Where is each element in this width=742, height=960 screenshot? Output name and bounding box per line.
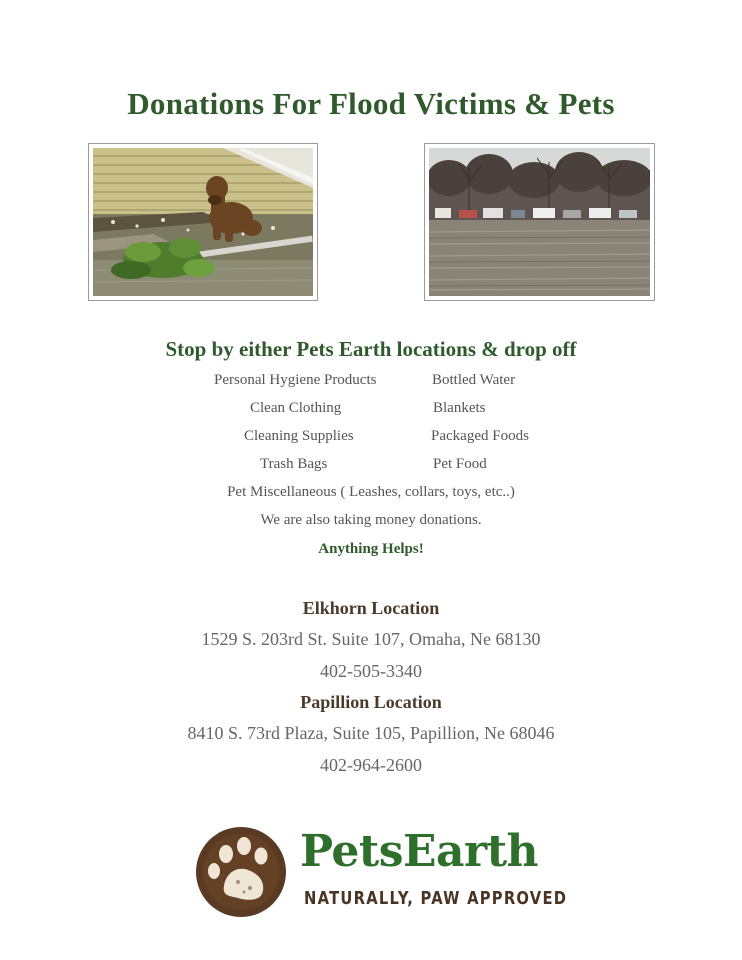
money-donations: We are also taking money donations. bbox=[260, 512, 482, 528]
flood-town-photo bbox=[424, 143, 655, 301]
item-pet-food: Pet Food bbox=[433, 456, 487, 472]
elkhorn-address: 1529 S. 203rd St. Suite 107, Omaha, Ne 68130 bbox=[201, 629, 541, 649]
paw-icon bbox=[194, 826, 288, 918]
item-clothing: Clean Clothing bbox=[250, 400, 342, 416]
item-hygiene: Personal Hygiene Products bbox=[214, 372, 377, 388]
page-title: Donations For Flood Victims & Pets bbox=[127, 86, 615, 121]
elkhorn-phone: 402-505-3340 bbox=[320, 661, 422, 681]
item-blankets: Blankets bbox=[433, 400, 486, 416]
elkhorn-title: Elkhorn Location bbox=[302, 598, 440, 618]
papillion-title: Papillion Location bbox=[300, 692, 442, 712]
papillion-phone: 402-964-2600 bbox=[320, 755, 422, 775]
petsearth-logo bbox=[194, 826, 568, 918]
anything-helps: Anything Helps! bbox=[318, 541, 424, 557]
flood-dog-photo bbox=[88, 143, 318, 301]
item-water: Bottled Water bbox=[432, 372, 516, 388]
logo-tagline: NATURALLY, PAW APPROVED bbox=[304, 888, 568, 909]
drop-off-heading: Stop by either Pets Earth locations & drop off bbox=[165, 337, 577, 361]
item-cleaning: Cleaning Supplies bbox=[244, 428, 354, 444]
papillion-address: 8410 S. 73rd Plaza, Suite 105, Papillion, Ne 68046 bbox=[187, 723, 555, 743]
item-trash-bags: Trash Bags bbox=[260, 456, 328, 472]
item-pet-misc: Pet Miscellaneous ( Leashes, collars, toys, etc..) bbox=[227, 484, 515, 500]
item-packaged-foods: Packaged Foods bbox=[431, 428, 529, 444]
logo-brand-text: PetsEarth bbox=[300, 826, 539, 877]
